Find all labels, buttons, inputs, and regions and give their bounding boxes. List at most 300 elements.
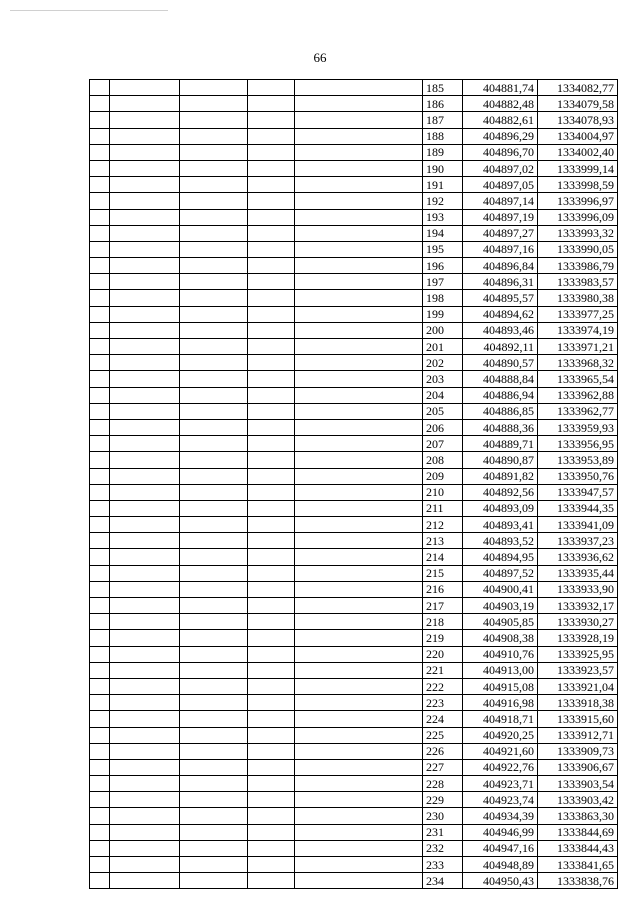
y-coordinate-cell: 1333918,38 (538, 695, 618, 711)
x-coordinate-cell: 404921,60 (463, 743, 538, 759)
empty-cell (180, 549, 248, 565)
y-coordinate-cell: 1334078,93 (538, 112, 618, 128)
empty-cell (248, 824, 295, 840)
empty-cell (90, 630, 110, 646)
empty-cell (110, 808, 180, 824)
empty-cell (90, 419, 110, 435)
empty-cell (110, 322, 180, 338)
empty-cell (110, 695, 180, 711)
empty-cell (90, 436, 110, 452)
point-number-cell: 216 (423, 581, 463, 597)
empty-cell (110, 484, 180, 500)
empty-cell (110, 193, 180, 209)
empty-cell (90, 549, 110, 565)
point-number-cell: 210 (423, 484, 463, 500)
y-coordinate-cell: 1333980,38 (538, 290, 618, 306)
empty-cell (295, 177, 423, 193)
empty-cell (110, 160, 180, 176)
table-row (90, 565, 618, 581)
y-coordinate-cell: 1333925,95 (538, 646, 618, 662)
empty-cell (90, 160, 110, 176)
x-coordinate-cell: 404897,52 (463, 565, 538, 581)
empty-cell (180, 144, 248, 160)
empty-cell (295, 452, 423, 468)
empty-cell (180, 500, 248, 516)
empty-cell (110, 468, 180, 484)
table-row (90, 662, 618, 678)
empty-cell (295, 743, 423, 759)
x-coordinate-cell: 404913,00 (463, 662, 538, 678)
empty-cell (90, 808, 110, 824)
y-coordinate-cell: 1333953,89 (538, 452, 618, 468)
empty-cell (180, 274, 248, 290)
point-number-cell: 206 (423, 419, 463, 435)
y-coordinate-cell: 1333903,42 (538, 792, 618, 808)
empty-cell (248, 144, 295, 160)
table-row (90, 96, 618, 112)
empty-cell (110, 306, 180, 322)
empty-cell (90, 743, 110, 759)
y-coordinate-cell: 1333947,57 (538, 484, 618, 500)
table-row (90, 484, 618, 500)
empty-cell (180, 160, 248, 176)
empty-cell (90, 371, 110, 387)
empty-cell (90, 225, 110, 241)
point-number-cell: 186 (423, 96, 463, 112)
table-row (90, 452, 618, 468)
empty-cell (90, 339, 110, 355)
empty-cell (180, 646, 248, 662)
empty-cell (90, 500, 110, 516)
y-coordinate-cell: 1333936,62 (538, 549, 618, 565)
empty-cell (248, 177, 295, 193)
y-coordinate-cell: 1333844,43 (538, 840, 618, 856)
table-row (90, 857, 618, 873)
empty-cell (110, 824, 180, 840)
point-number-cell: 214 (423, 549, 463, 565)
x-coordinate-cell: 404890,57 (463, 355, 538, 371)
empty-cell (295, 792, 423, 808)
point-number-cell: 222 (423, 678, 463, 694)
x-coordinate-cell: 404894,62 (463, 306, 538, 322)
point-number-cell: 199 (423, 306, 463, 322)
point-number-cell: 193 (423, 209, 463, 225)
x-coordinate-cell: 404916,98 (463, 695, 538, 711)
empty-cell (295, 873, 423, 889)
y-coordinate-cell: 1333932,17 (538, 598, 618, 614)
empty-cell (110, 144, 180, 160)
table-row (90, 533, 618, 549)
table-row (90, 371, 618, 387)
point-number-cell: 212 (423, 517, 463, 533)
empty-cell (180, 840, 248, 856)
point-number-cell: 204 (423, 387, 463, 403)
empty-cell (90, 274, 110, 290)
empty-cell (110, 419, 180, 435)
empty-cell (90, 598, 110, 614)
y-coordinate-cell: 1333968,32 (538, 355, 618, 371)
empty-cell (110, 630, 180, 646)
table-row (90, 322, 618, 338)
empty-cell (248, 258, 295, 274)
point-number-cell: 188 (423, 128, 463, 144)
empty-cell (248, 468, 295, 484)
point-number-cell: 228 (423, 776, 463, 792)
empty-cell (180, 533, 248, 549)
empty-cell (295, 419, 423, 435)
empty-cell (248, 614, 295, 630)
empty-cell (180, 339, 248, 355)
empty-cell (248, 695, 295, 711)
point-number-cell: 217 (423, 598, 463, 614)
y-coordinate-cell: 1333990,05 (538, 241, 618, 257)
empty-cell (110, 646, 180, 662)
y-coordinate-cell: 1333906,67 (538, 759, 618, 775)
y-coordinate-cell: 1333956,95 (538, 436, 618, 452)
empty-cell (248, 322, 295, 338)
x-coordinate-cell: 404893,52 (463, 533, 538, 549)
empty-cell (90, 484, 110, 500)
empty-cell (90, 759, 110, 775)
y-coordinate-cell: 1334079,58 (538, 96, 618, 112)
empty-cell (180, 241, 248, 257)
x-coordinate-cell: 404950,43 (463, 873, 538, 889)
empty-cell (180, 258, 248, 274)
y-coordinate-cell: 1333935,44 (538, 565, 618, 581)
empty-cell (90, 581, 110, 597)
x-coordinate-cell: 404897,14 (463, 193, 538, 209)
table-row (90, 500, 618, 516)
empty-cell (295, 274, 423, 290)
empty-cell (90, 96, 110, 112)
empty-cell (110, 743, 180, 759)
empty-cell (110, 112, 180, 128)
point-number-cell: 232 (423, 840, 463, 856)
table-row (90, 517, 618, 533)
empty-cell (90, 128, 110, 144)
point-number-cell: 219 (423, 630, 463, 646)
table-row (90, 776, 618, 792)
x-coordinate-cell: 404894,95 (463, 549, 538, 565)
point-number-cell: 190 (423, 160, 463, 176)
empty-cell (180, 436, 248, 452)
empty-cell (110, 387, 180, 403)
y-coordinate-cell: 1333933,90 (538, 581, 618, 597)
empty-cell (295, 824, 423, 840)
point-number-cell: 227 (423, 759, 463, 775)
empty-cell (110, 565, 180, 581)
empty-cell (295, 322, 423, 338)
point-number-cell: 185 (423, 80, 463, 96)
x-coordinate-cell: 404896,29 (463, 128, 538, 144)
y-coordinate-cell: 1333998,59 (538, 177, 618, 193)
empty-cell (248, 339, 295, 355)
point-number-cell: 224 (423, 711, 463, 727)
empty-cell (110, 711, 180, 727)
empty-cell (180, 322, 248, 338)
empty-cell (180, 225, 248, 241)
table-row (90, 274, 618, 290)
empty-cell (295, 614, 423, 630)
x-coordinate-cell: 404889,71 (463, 436, 538, 452)
empty-cell (248, 387, 295, 403)
x-coordinate-cell: 404903,19 (463, 598, 538, 614)
x-coordinate-cell: 404923,71 (463, 776, 538, 792)
y-coordinate-cell: 1333962,88 (538, 387, 618, 403)
empty-cell (110, 662, 180, 678)
empty-cell (180, 290, 248, 306)
table-row (90, 436, 618, 452)
empty-cell (248, 484, 295, 500)
empty-cell (90, 614, 110, 630)
table-row (90, 112, 618, 128)
point-number-cell: 202 (423, 355, 463, 371)
empty-cell (180, 355, 248, 371)
table-row (90, 387, 618, 403)
empty-cell (248, 711, 295, 727)
empty-cell (248, 759, 295, 775)
empty-cell (180, 824, 248, 840)
empty-cell (295, 581, 423, 597)
empty-cell (295, 500, 423, 516)
empty-cell (295, 808, 423, 824)
empty-cell (90, 306, 110, 322)
point-number-cell: 231 (423, 824, 463, 840)
point-number-cell: 230 (423, 808, 463, 824)
y-coordinate-cell: 1333983,57 (538, 274, 618, 290)
empty-cell (248, 112, 295, 128)
empty-cell (90, 322, 110, 338)
empty-cell (110, 258, 180, 274)
empty-cell (248, 598, 295, 614)
empty-cell (295, 436, 423, 452)
empty-cell (90, 857, 110, 873)
y-coordinate-cell: 1333996,97 (538, 193, 618, 209)
point-number-cell: 203 (423, 371, 463, 387)
y-coordinate-cell: 1333974,19 (538, 322, 618, 338)
empty-cell (295, 403, 423, 419)
x-coordinate-cell: 404886,85 (463, 403, 538, 419)
point-number-cell: 208 (423, 452, 463, 468)
empty-cell (90, 355, 110, 371)
x-coordinate-cell: 404896,84 (463, 258, 538, 274)
table-row (90, 840, 618, 856)
point-number-cell: 211 (423, 500, 463, 516)
table-row (90, 646, 618, 662)
empty-cell (90, 565, 110, 581)
table-row (90, 403, 618, 419)
empty-cell (295, 549, 423, 565)
empty-cell (110, 128, 180, 144)
empty-cell (180, 209, 248, 225)
x-coordinate-cell: 404888,84 (463, 371, 538, 387)
empty-cell (110, 96, 180, 112)
point-number-cell: 209 (423, 468, 463, 484)
table-row (90, 468, 618, 484)
empty-cell (180, 468, 248, 484)
empty-cell (180, 808, 248, 824)
x-coordinate-cell: 404892,11 (463, 339, 538, 355)
y-coordinate-cell: 1333977,25 (538, 306, 618, 322)
y-coordinate-cell: 1334004,97 (538, 128, 618, 144)
point-number-cell: 213 (423, 533, 463, 549)
table-row (90, 873, 618, 889)
page-number: 66 (313, 50, 327, 65)
empty-cell (110, 241, 180, 257)
y-coordinate-cell: 1333915,60 (538, 711, 618, 727)
x-coordinate-cell: 404918,71 (463, 711, 538, 727)
empty-cell (248, 727, 295, 743)
x-coordinate-cell: 404888,36 (463, 419, 538, 435)
empty-cell (90, 177, 110, 193)
empty-cell (248, 80, 295, 96)
y-coordinate-cell: 1333923,57 (538, 662, 618, 678)
y-coordinate-cell: 1333912,71 (538, 727, 618, 743)
x-coordinate-cell: 404947,16 (463, 840, 538, 856)
empty-cell (295, 80, 423, 96)
point-number-cell: 189 (423, 144, 463, 160)
empty-cell (90, 711, 110, 727)
empty-cell (180, 776, 248, 792)
empty-cell (248, 630, 295, 646)
empty-cell (248, 290, 295, 306)
empty-cell (180, 193, 248, 209)
point-number-cell: 191 (423, 177, 463, 193)
x-coordinate-cell: 404896,31 (463, 274, 538, 290)
empty-cell (180, 177, 248, 193)
point-number-cell: 197 (423, 274, 463, 290)
empty-cell (295, 128, 423, 144)
empty-cell (248, 96, 295, 112)
empty-cell (295, 144, 423, 160)
empty-cell (110, 678, 180, 694)
point-number-cell: 223 (423, 695, 463, 711)
table-row (90, 598, 618, 614)
empty-cell (295, 857, 423, 873)
point-number-cell: 225 (423, 727, 463, 743)
table-row (90, 743, 618, 759)
empty-cell (295, 258, 423, 274)
empty-cell (90, 468, 110, 484)
empty-cell (90, 403, 110, 419)
empty-cell (248, 646, 295, 662)
empty-cell (295, 225, 423, 241)
empty-cell (295, 711, 423, 727)
empty-cell (295, 678, 423, 694)
empty-cell (90, 646, 110, 662)
empty-cell (90, 258, 110, 274)
table-row (90, 258, 618, 274)
x-coordinate-cell: 404923,74 (463, 792, 538, 808)
empty-cell (180, 743, 248, 759)
point-number-cell: 192 (423, 193, 463, 209)
point-number-cell: 207 (423, 436, 463, 452)
empty-cell (248, 500, 295, 516)
empty-cell (295, 662, 423, 678)
table-row (90, 80, 618, 96)
empty-cell (180, 484, 248, 500)
empty-cell (110, 177, 180, 193)
y-coordinate-cell: 1333959,93 (538, 419, 618, 435)
point-number-cell: 198 (423, 290, 463, 306)
empty-cell (248, 274, 295, 290)
x-coordinate-cell: 404897,02 (463, 160, 538, 176)
empty-cell (248, 678, 295, 694)
empty-cell (180, 581, 248, 597)
coordinates-table-body (90, 80, 618, 889)
point-number-cell: 233 (423, 857, 463, 873)
y-coordinate-cell: 1333921,04 (538, 678, 618, 694)
empty-cell (248, 419, 295, 435)
coordinates-table (89, 79, 618, 889)
empty-cell (295, 387, 423, 403)
empty-cell (295, 517, 423, 533)
empty-cell (248, 371, 295, 387)
empty-cell (90, 727, 110, 743)
empty-cell (180, 695, 248, 711)
empty-cell (90, 873, 110, 889)
empty-cell (248, 452, 295, 468)
empty-cell (248, 808, 295, 824)
empty-cell (90, 840, 110, 856)
empty-cell (110, 857, 180, 873)
x-coordinate-cell: 404893,46 (463, 322, 538, 338)
empty-cell (248, 857, 295, 873)
y-coordinate-cell: 1333863,30 (538, 808, 618, 824)
x-coordinate-cell: 404890,87 (463, 452, 538, 468)
empty-cell (90, 678, 110, 694)
empty-cell (248, 743, 295, 759)
empty-cell (180, 517, 248, 533)
table-row (90, 792, 618, 808)
x-coordinate-cell: 404922,76 (463, 759, 538, 775)
empty-cell (295, 306, 423, 322)
empty-cell (90, 144, 110, 160)
empty-cell (248, 128, 295, 144)
empty-cell (248, 160, 295, 176)
y-coordinate-cell: 1334082,77 (538, 80, 618, 96)
x-coordinate-cell: 404905,85 (463, 614, 538, 630)
point-number-cell: 226 (423, 743, 463, 759)
y-coordinate-cell: 1333844,69 (538, 824, 618, 840)
empty-cell (110, 403, 180, 419)
empty-cell (180, 759, 248, 775)
x-coordinate-cell: 404882,61 (463, 112, 538, 128)
x-coordinate-cell: 404882,48 (463, 96, 538, 112)
table-row (90, 614, 618, 630)
y-coordinate-cell: 1333971,21 (538, 339, 618, 355)
empty-cell (180, 711, 248, 727)
empty-cell (295, 339, 423, 355)
x-coordinate-cell: 404908,38 (463, 630, 538, 646)
table-row (90, 193, 618, 209)
empty-cell (248, 209, 295, 225)
table-row (90, 339, 618, 355)
y-coordinate-cell: 1333986,79 (538, 258, 618, 274)
y-coordinate-cell: 1333941,09 (538, 517, 618, 533)
table-row (90, 128, 618, 144)
empty-cell (110, 452, 180, 468)
y-coordinate-cell: 1334002,40 (538, 144, 618, 160)
point-number-cell: 234 (423, 873, 463, 889)
scan-top-line (10, 10, 168, 11)
y-coordinate-cell: 1333937,23 (538, 533, 618, 549)
empty-cell (295, 695, 423, 711)
empty-cell (248, 565, 295, 581)
y-coordinate-cell: 1333838,76 (538, 873, 618, 889)
table-row (90, 759, 618, 775)
x-coordinate-cell: 404895,57 (463, 290, 538, 306)
